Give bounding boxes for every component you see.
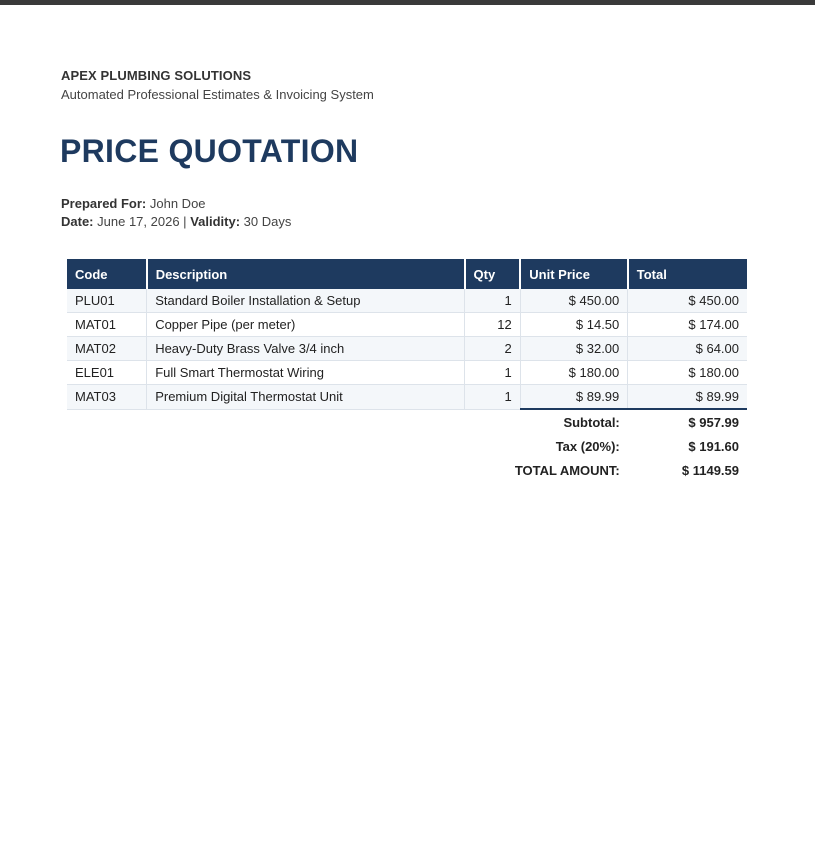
prepared-for-label: Prepared For: [61,196,147,211]
total-amount-value: $ 1149.59 [628,458,747,482]
validity-value: 30 Days [243,214,292,229]
cell-qty: 1 [465,289,521,313]
table-row [67,361,747,385]
header-description: Description [147,259,465,289]
cell-total: $ 450.00 [628,289,747,313]
cell-qty: 2 [465,337,521,361]
cell-description: Copper Pipe (per meter) [147,313,465,337]
table-row [67,289,747,313]
tax-row [67,434,747,458]
cell-qty: 1 [465,385,521,410]
cell-unit-price: $ 450.00 [520,289,628,313]
table-row [67,337,747,361]
prepared-for-value: John Doe [149,196,206,211]
quotation-page [0,5,815,857]
cell-total: $ 174.00 [628,313,747,337]
cell-total: $ 64.00 [628,337,747,361]
date-validity-line [61,214,291,229]
table-header-row [67,259,747,289]
table-row [67,385,747,410]
subtotal-label: Subtotal: [520,409,628,434]
date-value: June 17, 2026 [97,214,180,229]
cell-total: $ 180.00 [628,361,747,385]
cell-description: Full Smart Thermostat Wiring [147,361,465,385]
prepared-for-line [61,196,206,211]
cell-code: ELE01 [67,361,147,385]
cell-code: MAT02 [67,337,147,361]
tax-label: Tax (20%): [520,434,628,458]
total-amount-label: TOTAL AMOUNT: [465,458,628,482]
header-code: Code [67,259,147,289]
meta-separator: | [183,214,187,229]
cell-unit-price: $ 14.50 [520,313,628,337]
cell-qty: 12 [465,313,521,337]
cell-description: Premium Digital Thermostat Unit [147,385,465,410]
date-label: Date: [61,214,94,229]
cell-code: PLU01 [67,289,147,313]
header-total: Total [628,259,747,289]
validity-label: Validity: [190,214,241,229]
cell-qty: 1 [465,361,521,385]
tax-value: $ 191.60 [628,434,747,458]
cell-description: Heavy-Duty Brass Valve 3/4 inch [147,337,465,361]
company-tagline: Automated Professional Estimates & Invoicing System [61,87,374,102]
cell-code: MAT01 [67,313,147,337]
cell-total: $ 89.99 [628,385,747,410]
company-name: APEX PLUMBING SOLUTIONS [61,68,252,83]
document-title: PRICE QUOTATION [60,133,359,169]
cell-description: Standard Boiler Installation & Setup [147,289,465,313]
line-items-table [67,259,747,482]
cell-unit-price: $ 32.00 [520,337,628,361]
subtotal-row [67,409,747,434]
total-amount-row [67,458,747,482]
subtotal-value: $ 957.99 [628,409,747,434]
cell-code: MAT03 [67,385,147,410]
table-row [67,313,747,337]
cell-unit-price: $ 180.00 [520,361,628,385]
header-qty: Qty [465,259,521,289]
header-unit-price: Unit Price [520,259,628,289]
cell-unit-price: $ 89.99 [520,385,628,410]
